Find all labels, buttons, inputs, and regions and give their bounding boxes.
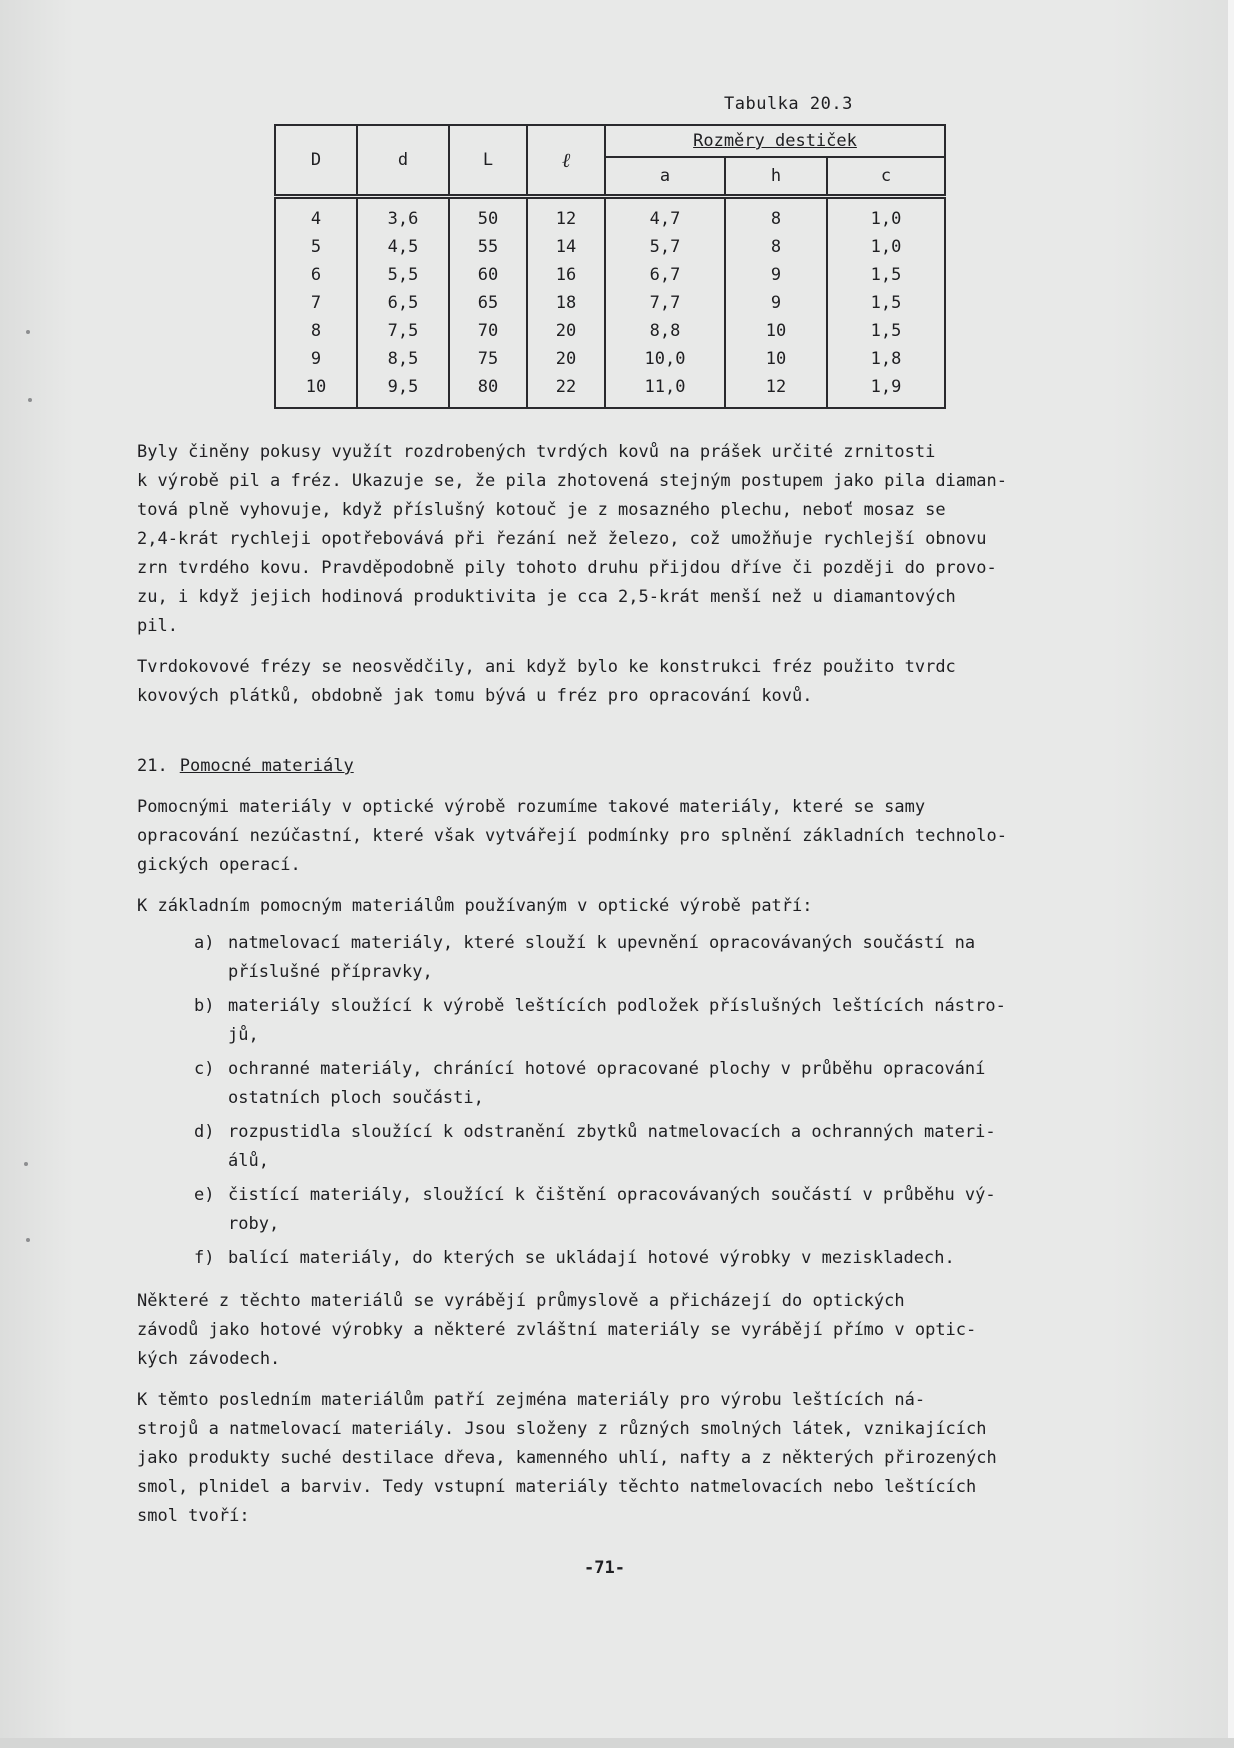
table-cell: 7: [275, 289, 357, 317]
paragraph-composition: K těmto posledním materiálům patří zejména materiály pro výrobu leštících ná- strojů a natmelovací materiály. Jsou složeny z různých smolných látek, vznikajících jako produkty suché destilace dřeva, kamenného uhlí, nafty a z některých přirozených smol, plnidel a barviv. Tedy vstupní materiály těchto natmelovacích nebo leštících smol tvoří:: [137, 1390, 997, 1526]
table-cell: 12: [725, 373, 827, 408]
table-cell: 8: [725, 233, 827, 261]
table-cell: 80: [449, 373, 527, 408]
list-item-text: rozpustidla sloužící k odstranění zbytků natmelovacích a ochranných materi- álů,: [228, 1122, 996, 1171]
section-heading: [137, 752, 1097, 781]
table-cell: 70: [449, 317, 527, 345]
table-row: [275, 261, 945, 289]
table-row: [275, 317, 945, 345]
table-cell: 3,6: [357, 197, 449, 234]
list-item: [137, 1244, 1097, 1273]
table-cell: 50: [449, 197, 527, 234]
table-cell: 9,5: [357, 373, 449, 408]
table-cell: 14: [527, 233, 605, 261]
table-cell: 18: [527, 289, 605, 317]
table-cell: 11,0: [605, 373, 725, 408]
table-body: [275, 197, 945, 409]
list-item-marker: a): [194, 933, 215, 953]
section-title: Pomocné materiály: [179, 756, 354, 776]
table-cell: 5,7: [605, 233, 725, 261]
section-number: 21.: [137, 756, 168, 776]
list-item-marker: c): [194, 1059, 215, 1079]
paragraph-list-intro: K základním pomocným materiálům používaným v optické výrobě patří:: [137, 896, 813, 916]
table-cell: 16: [527, 261, 605, 289]
header-group: [605, 125, 945, 157]
table-row: [275, 233, 945, 261]
paragraph-production: Některé z těchto materiálů se vyrábějí průmyslově a přicházejí do optických závodů jako hotové výrobky a některé zvláštní materiály se vyrábějí přímo v optic- kých závodech.: [137, 1291, 977, 1369]
list-item-marker: f): [194, 1248, 215, 1268]
table-cell: 8: [725, 197, 827, 234]
table-cell: 12: [527, 197, 605, 234]
dimensions-table: [274, 124, 946, 409]
page-number: -71-: [584, 1558, 625, 1578]
header-D: D: [275, 125, 357, 197]
header-h: h: [725, 157, 827, 197]
table-cell: 1,5: [827, 317, 945, 345]
list-item: [137, 1055, 1097, 1113]
table-cell: 20: [527, 345, 605, 373]
page-right-edge: [1228, 0, 1234, 1748]
scan-speck: [26, 1238, 30, 1242]
list-item-text: čistící materiály, sloužící k čištění opracovávaných součástí v průběhu vý- roby,: [228, 1185, 996, 1234]
section-21: [137, 752, 1097, 1543]
table-cell: 9: [725, 289, 827, 317]
table-cell: 7,7: [605, 289, 725, 317]
table-cell: 9: [725, 261, 827, 289]
table-row: [275, 345, 945, 373]
table-cell: 20: [527, 317, 605, 345]
list-item-text: natmelovací materiály, které slouží k upevnění opracovávaných součástí na příslušné přípravky,: [228, 933, 976, 982]
table-cell: 8,8: [605, 317, 725, 345]
scan-speck: [28, 398, 32, 402]
table-cell: 55: [449, 233, 527, 261]
table-cell: 60: [449, 261, 527, 289]
table-cell: 4,7: [605, 197, 725, 234]
paragraph-definition: Pomocnými materiály v optické výrobě rozumíme takové materiály, které se samy opracování nezúčastní, které však vytvářejí podmínky pro splnění základních technolo- gických operací.: [137, 797, 1007, 875]
header-d: d: [357, 125, 449, 197]
table-cell: 8,5: [357, 345, 449, 373]
header-L: L: [449, 125, 527, 197]
list-item-marker: b): [194, 996, 215, 1016]
table-cell: 5,5: [357, 261, 449, 289]
table-cell: 65: [449, 289, 527, 317]
table-cell: 10: [725, 317, 827, 345]
table-cell: 4,5: [357, 233, 449, 261]
list-item: [137, 1181, 1097, 1239]
list-item-text: ochranné materiály, chránící hotové opracované plochy v průběhu opracování ostatních ploch součásti,: [228, 1059, 986, 1108]
list-item-text: balící materiály, do kterých se ukládají hotové výrobky v meziskladech.: [228, 1248, 955, 1268]
page-bottom-edge: [0, 1738, 1234, 1748]
header-c: c: [827, 157, 945, 197]
table-cell: 1,9: [827, 373, 945, 408]
header-group-title: Rozměry destiček: [693, 131, 857, 151]
table-cell: 10: [725, 345, 827, 373]
materials-list: [137, 929, 1097, 1273]
list-item: [137, 992, 1097, 1050]
table-cell: 6,7: [605, 261, 725, 289]
table-cell: 6,5: [357, 289, 449, 317]
table-cell: 10: [275, 373, 357, 408]
table-cell: 1,8: [827, 345, 945, 373]
table-cell: 1,5: [827, 261, 945, 289]
table-row: [275, 373, 945, 408]
header-a: a: [605, 157, 725, 197]
scan-speck: [26, 330, 30, 334]
table-row: [275, 289, 945, 317]
table-caption: Tabulka 20.3: [724, 94, 853, 114]
table-cell: 75: [449, 345, 527, 373]
list-item: [137, 929, 1097, 987]
list-item-marker: e): [194, 1185, 215, 1205]
paragraph-saw-experiments: Byly činěny pokusy využít rozdrobených tvrdých kovů na prášek určité zrnitosti k výrobě pil a fréz. Ukazuje se, že pila zhotovená stejným postupem jako pila diaman- tová plně vyhovuje, když příslušný kotouč je z mosazného plechu, neboť mosaz se 2,4-krát rychleji opotřebovává při řezání než železo, což umožňuje rychlejší obnovu zrn tvrdého kovu. Pravděpodobně pily tohoto druhu přijdou dříve či později do provo- zu, i když jejich hodinová produktivita je cca 2,5-krát menší než u diamantových pil.: [137, 442, 1007, 636]
table-cell: 9: [275, 345, 357, 373]
table-cell: 10,0: [605, 345, 725, 373]
table-cell: 1,0: [827, 233, 945, 261]
scan-speck: [24, 1162, 28, 1166]
text-upper: [137, 438, 1097, 723]
header-l: ℓ: [527, 125, 605, 197]
table-cell: 8: [275, 317, 357, 345]
table-cell: 7,5: [357, 317, 449, 345]
paragraph-carbide-mills: Tvrdokovové frézy se neosvědčily, ani když bylo ke konstrukci fréz použito tvrdc kovových plátků, obdobně jak tomu bývá u fréz pro opracování kovů.: [137, 657, 956, 706]
table-cell: 1,0: [827, 197, 945, 234]
list-item-text: materiály sloužící k výrobě leštících podložek příslušných leštících nástro- jů,: [228, 996, 1006, 1045]
list-item: [137, 1118, 1097, 1176]
table-cell: 6: [275, 261, 357, 289]
list-item-marker: d): [194, 1122, 215, 1142]
table-cell: 5: [275, 233, 357, 261]
table-row: [275, 197, 945, 234]
table-cell: 1,5: [827, 289, 945, 317]
table-cell: 22: [527, 373, 605, 408]
table-cell: 4: [275, 197, 357, 234]
